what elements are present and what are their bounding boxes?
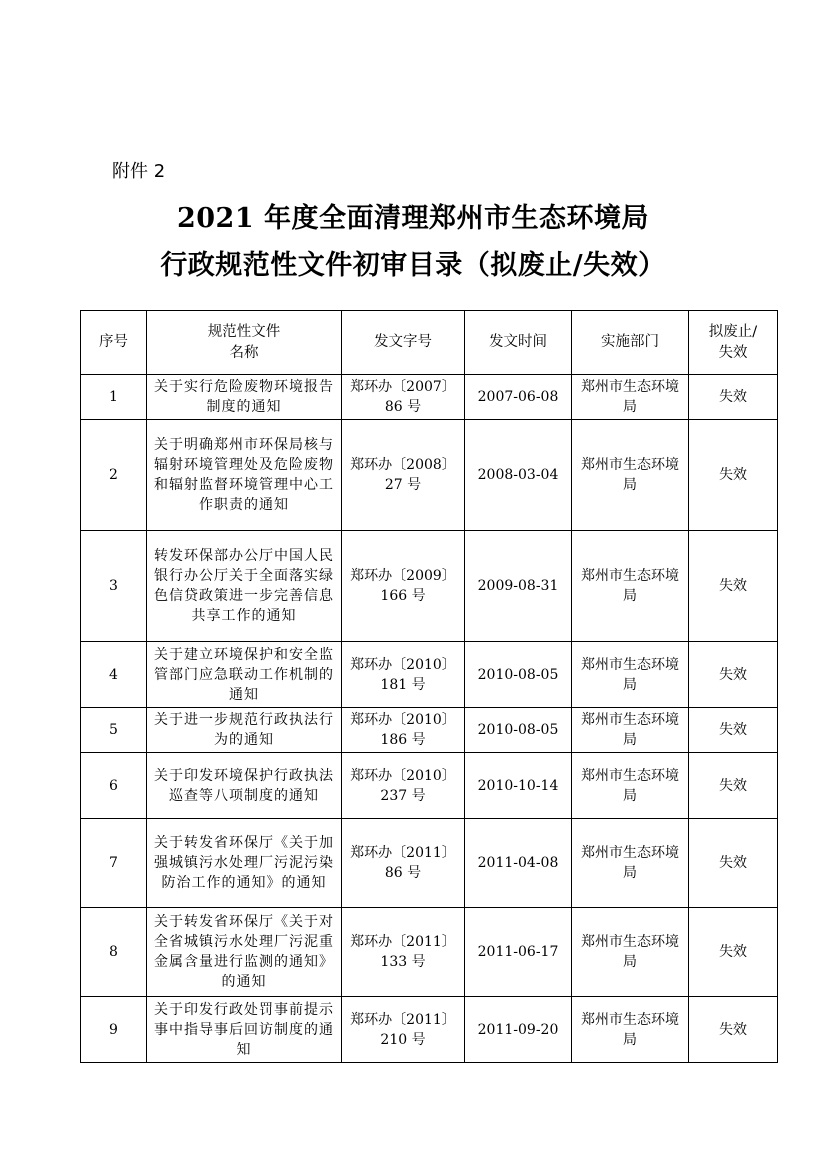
row-doc-number: 郑环办〔2007〕86 号: [342, 375, 465, 420]
row-issue-date: 2010-08-05: [465, 708, 572, 753]
row-issue-date: 2008-03-04: [465, 420, 572, 531]
row-status: 失效: [689, 819, 778, 908]
row-doc-number: 郑环办〔2009〕166 号: [342, 531, 465, 642]
row-doc-number: 郑环办〔2010〕181 号: [342, 642, 465, 708]
row-issue-date: 2011-09-20: [465, 997, 572, 1063]
row-doc-number: 郑环办〔2008〕27 号: [342, 420, 465, 531]
row-doc-name: 转发环保部办公厅中国人民银行办公厅关于全面落实绿色信贷政策进一步完善信息共享工作的通知: [147, 531, 342, 642]
row-issue-date: 2010-10-14: [465, 753, 572, 819]
row-department: 郑州市生态环境局: [572, 420, 689, 531]
row-doc-name: 关于印发行政处罚事前提示事中指导事后回访制度的通知: [147, 997, 342, 1063]
table-row: [81, 642, 778, 708]
row-serial: 6: [81, 753, 147, 819]
row-status: 失效: [689, 908, 778, 997]
row-status: 失效: [689, 997, 778, 1063]
table-row: [81, 908, 778, 997]
header-status: 拟废止/ 失效: [689, 311, 778, 375]
row-doc-name: 关于明确郑州市环保局核与辐射环境管理处及危险废物和辐射监督环境管理中心工作职责的通知: [147, 420, 342, 531]
row-issue-date: 2007-06-08: [465, 375, 572, 420]
table-row: [81, 997, 778, 1063]
row-serial: 2: [81, 420, 147, 531]
table-row: [81, 420, 778, 531]
table-row: [81, 819, 778, 908]
row-issue-date: 2011-04-08: [465, 819, 572, 908]
row-department: 郑州市生态环境局: [572, 531, 689, 642]
row-doc-name: 关于转发省环保厅《关于加强城镇污水处理厂污泥污染防治工作的通知》的通知: [147, 819, 342, 908]
row-department: 郑州市生态环境局: [572, 908, 689, 997]
row-status: 失效: [689, 642, 778, 708]
table-row: [81, 708, 778, 753]
row-doc-number: 郑环办〔2011〕210 号: [342, 997, 465, 1063]
row-status: 失效: [689, 753, 778, 819]
row-serial: 5: [81, 708, 147, 753]
row-doc-number: 郑环办〔2011〕86 号: [342, 819, 465, 908]
row-doc-name: 关于实行危险废物环境报告制度的通知: [147, 375, 342, 420]
table-row: [81, 375, 778, 420]
row-status: 失效: [689, 708, 778, 753]
row-doc-number: 郑环办〔2011〕133 号: [342, 908, 465, 997]
header-department: 实施部门: [572, 311, 689, 375]
header-doc-number: 发文字号: [342, 311, 465, 375]
document-title-line-1: 2021 年度全面清理郑州市生态环境局: [176, 203, 650, 234]
review-table: [80, 310, 778, 1063]
row-serial: 4: [81, 642, 147, 708]
row-serial: 3: [81, 531, 147, 642]
table-row: [81, 531, 778, 642]
row-issue-date: 2010-08-05: [465, 642, 572, 708]
row-doc-number: 郑环办〔2010〕186 号: [342, 708, 465, 753]
row-department: 郑州市生态环境局: [572, 708, 689, 753]
table-row: [81, 753, 778, 819]
row-department: 郑州市生态环境局: [572, 997, 689, 1063]
row-department: 郑州市生态环境局: [572, 753, 689, 819]
row-status: 失效: [689, 375, 778, 420]
row-status: 失效: [689, 531, 778, 642]
row-department: 郑州市生态环境局: [572, 819, 689, 908]
table-header-row: [81, 311, 778, 375]
header-issue-date: 发文时间: [465, 311, 572, 375]
row-serial: 9: [81, 997, 147, 1063]
row-issue-date: 2011-06-17: [465, 908, 572, 997]
row-status: 失效: [689, 420, 778, 531]
row-doc-number: 郑环办〔2010〕237 号: [342, 753, 465, 819]
row-serial: 1: [81, 375, 147, 420]
row-doc-name: 关于转发省环保厅《关于对全省城镇污水处理厂污泥重金属含量进行监测的通知》的通知: [147, 908, 342, 997]
row-department: 郑州市生态环境局: [572, 375, 689, 420]
row-doc-name: 关于建立环境保护和安全监管部门应急联动工作机制的通知: [147, 642, 342, 708]
row-issue-date: 2009-08-31: [465, 531, 572, 642]
row-serial: 7: [81, 819, 147, 908]
attachment-label: 附件 2: [112, 161, 166, 182]
row-doc-name: 关于进一步规范行政执法行为的通知: [147, 708, 342, 753]
header-doc-name: 规范性文件 名称: [147, 311, 342, 375]
row-serial: 8: [81, 908, 147, 997]
row-doc-name: 关于印发环境保护行政执法巡查等八项制度的通知: [147, 753, 342, 819]
document-title-line-2: 行政规范性文件初审目录（拟废止/失效）: [160, 250, 666, 281]
row-department: 郑州市生态环境局: [572, 642, 689, 708]
header-serial: 序号: [81, 311, 147, 375]
